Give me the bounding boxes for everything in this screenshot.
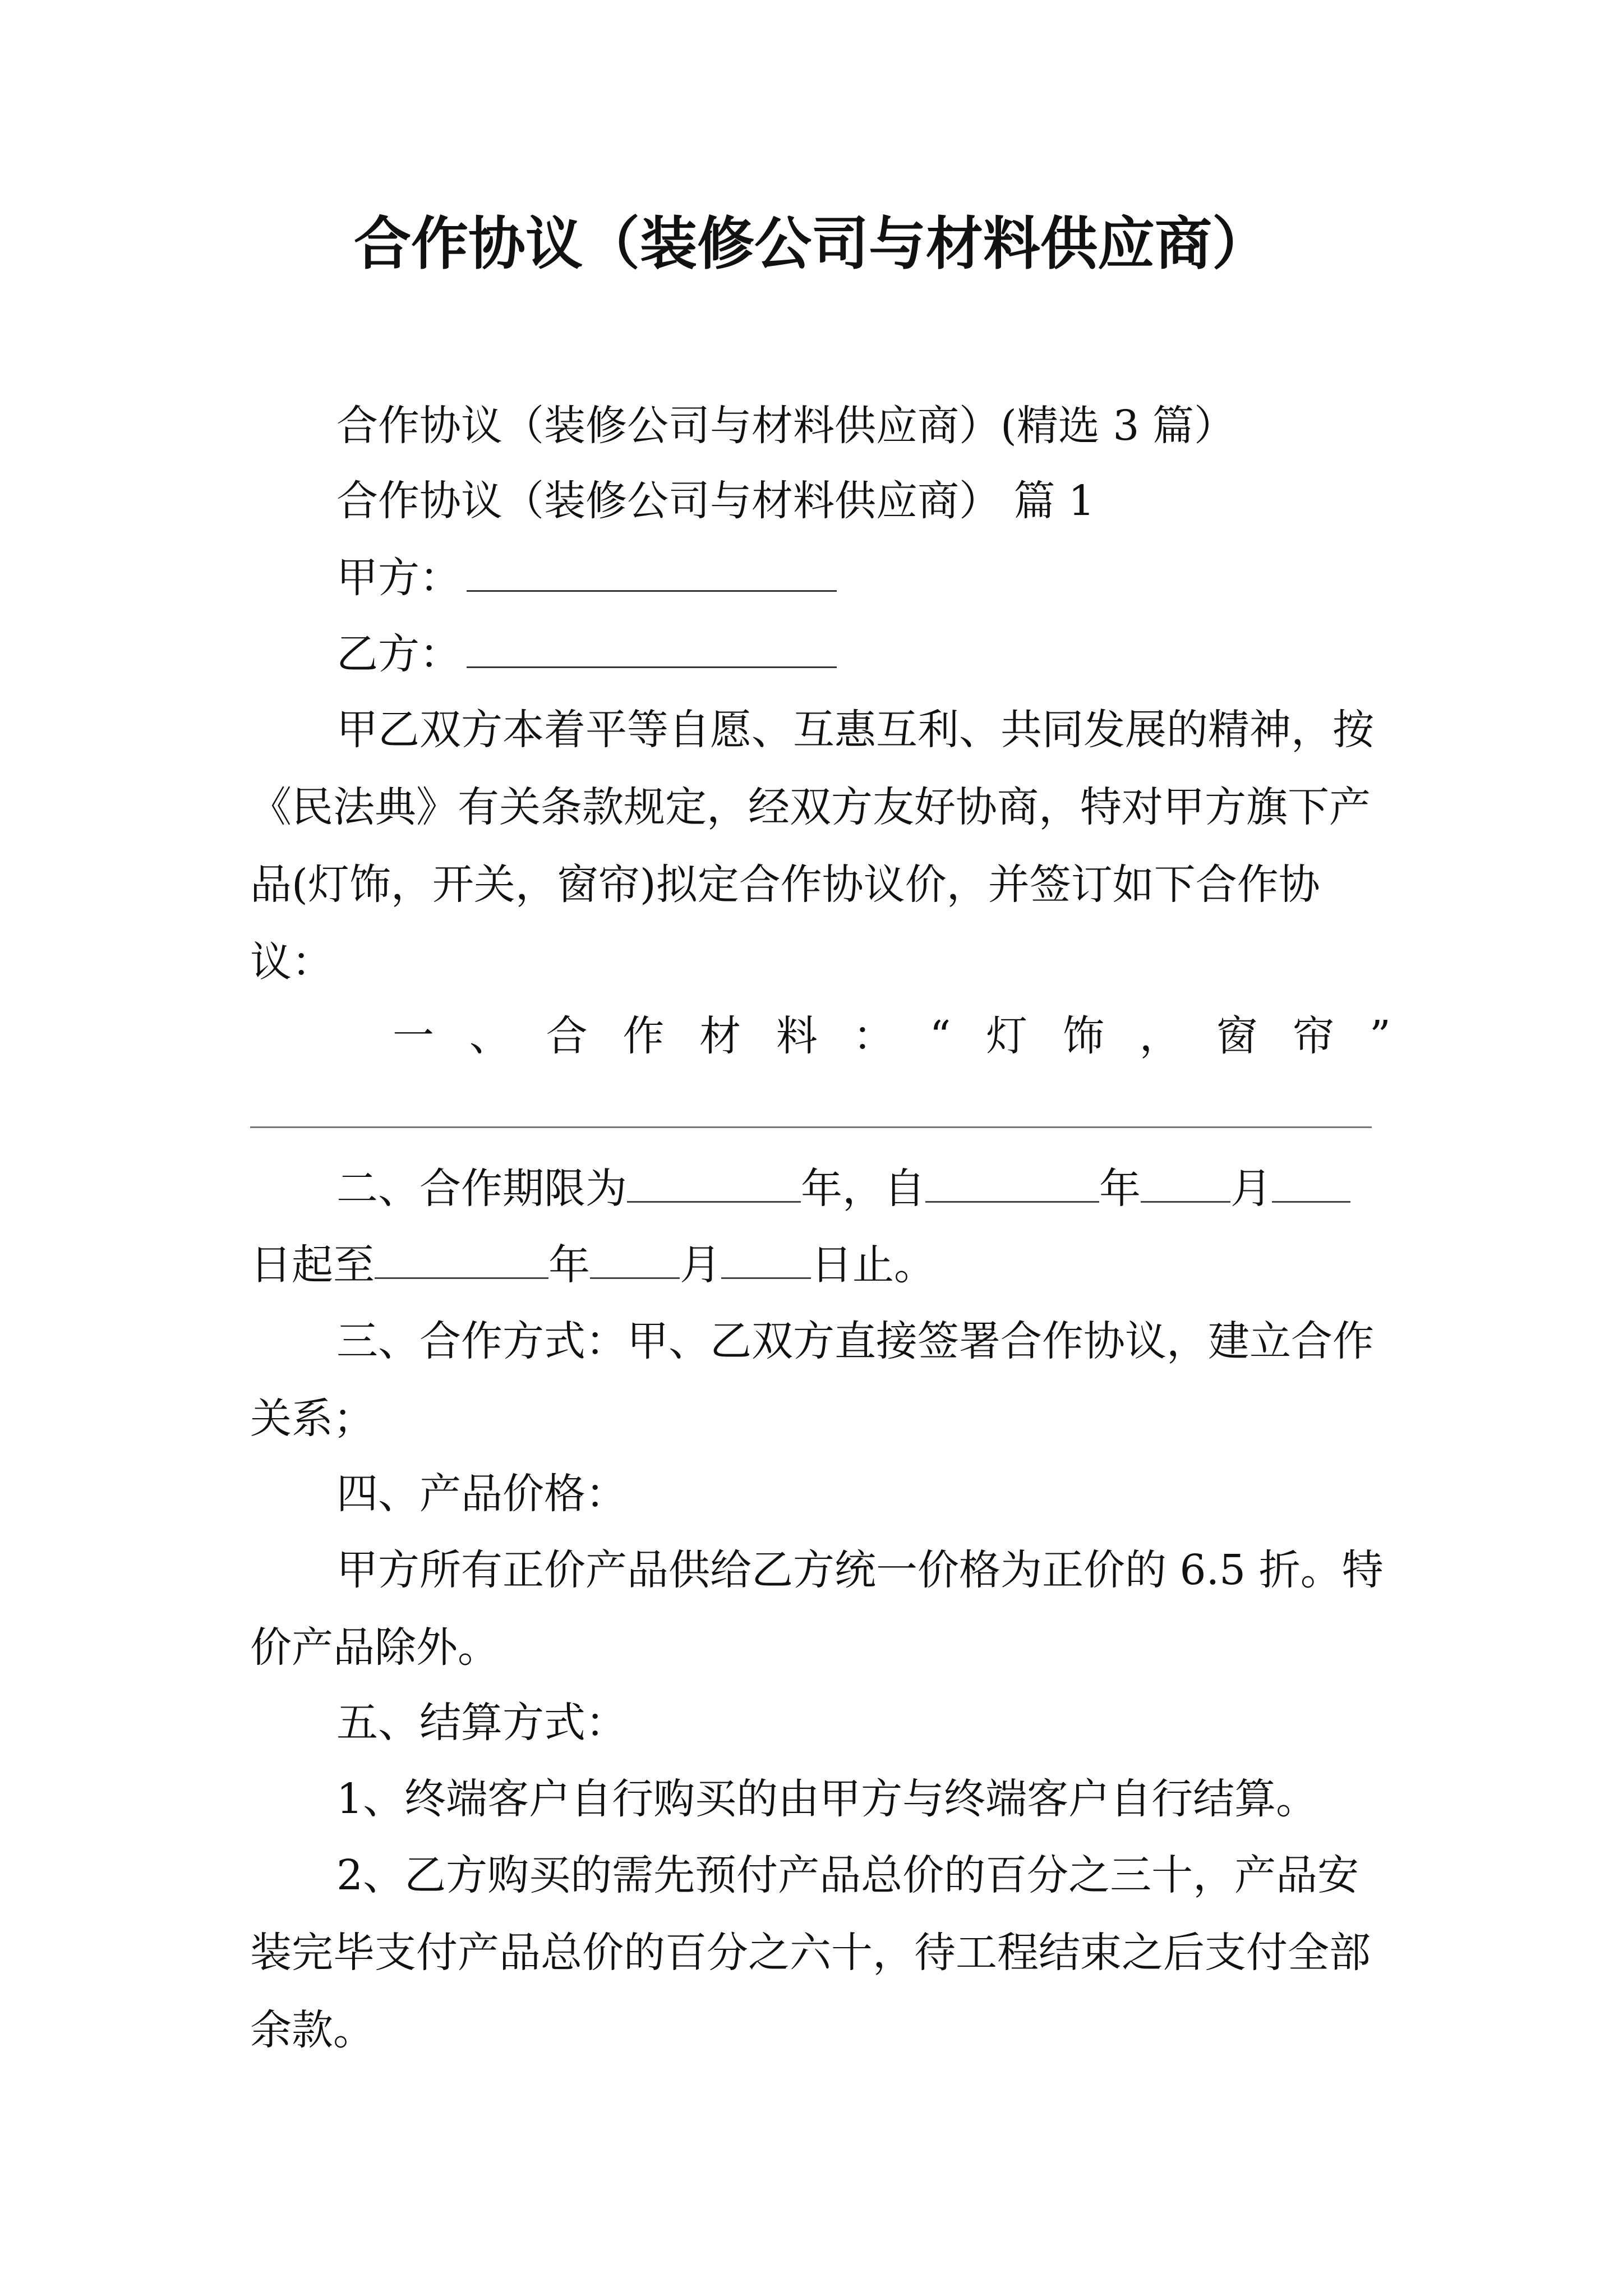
document-title: 合作协议（装修公司与材料供应商）	[354, 210, 1269, 278]
year-blank	[627, 1151, 801, 1203]
clause1-char: 料	[776, 1012, 818, 1060]
clause1-underline	[250, 1126, 1372, 1128]
clause2-line1	[336, 1150, 1350, 1227]
start-year-blank	[925, 1151, 1099, 1203]
clause4-body: 甲方所有正价产品供给乙方统一价格为正价的 6.5 折。特价产品除外。	[250, 1546, 1384, 1672]
clause2-day-from: 日起至	[250, 1241, 375, 1289]
intro-paragraph: 甲乙双方本着平等自愿、互惠互利、共同发展的精神，按《民法典》有关条款规定，经双方友好协商，特对甲方旗下产品(灯饰，开关，窗帘)拟定合作协议价，并签订如下合作协议：	[250, 706, 1374, 986]
clause2-line2	[250, 1226, 935, 1304]
start-day-blank	[1272, 1151, 1350, 1203]
clause1-char: 帘	[1293, 1012, 1335, 1060]
clause1-char: 一	[393, 1012, 434, 1060]
party-a-label: 甲方：	[336, 554, 461, 602]
party-b-label: 乙方：	[336, 630, 461, 678]
clause3-paragraph: 三、合作方式：甲、乙双方直接签署合作协议，建立合作关系；	[250, 1317, 1374, 1443]
clause1-char: 材	[699, 1012, 741, 1060]
party-a-line	[336, 539, 837, 616]
clause5-title: 五、结算方式：	[336, 1699, 627, 1747]
document-subtitle: 合作协议（装修公司与材料供应商）(精选 3 篇）	[336, 402, 1235, 450]
clause1-spread-line	[393, 997, 1391, 1075]
clause5-item2: 2、乙方购买的需先预付产品总价的百分之三十，产品安装完毕支付产品总价的百分之六十，待工程结束之后支付全部余款。	[250, 1851, 1371, 2054]
clause1-char: 、	[469, 1012, 511, 1060]
clause2-day-to: 日止。	[811, 1241, 935, 1289]
clause2-year3-label: 年	[548, 1241, 590, 1289]
end-year-blank	[375, 1227, 548, 1279]
section-title: 合作协议（装修公司与材料供应商） 篇 1	[336, 477, 1095, 525]
clause1-char: 灯	[986, 1012, 1028, 1060]
clause1-char: 合	[546, 1012, 588, 1060]
clause4-title: 四、产品价格：	[336, 1470, 627, 1518]
clause1-char: ”	[1370, 1012, 1391, 1060]
clause2-year-label: 年，自	[801, 1165, 925, 1213]
clause2-year2-label: 年	[1099, 1165, 1141, 1213]
clause2-month2-label: 月	[680, 1241, 721, 1289]
clause1-char: 饰	[1062, 1012, 1104, 1060]
party-b-line	[336, 615, 837, 693]
clause5-item1: 1、终端客户自行购买的由甲方与终端客户自行结算。	[336, 1775, 1318, 1823]
clause1-char: ，	[1139, 1012, 1181, 1060]
party-b-blank	[467, 615, 837, 668]
clause1-char: 窗	[1216, 1012, 1258, 1060]
party-a-blank	[467, 539, 837, 592]
clause1-char: 作	[623, 1012, 665, 1060]
clause2-prefix: 二、合作期限为	[336, 1165, 627, 1213]
clause1-char: “	[929, 1012, 951, 1060]
clause1-char: ：	[852, 1012, 895, 1060]
end-month-blank	[590, 1227, 680, 1279]
clause2-month-label: 月	[1230, 1165, 1272, 1213]
start-month-blank	[1141, 1151, 1230, 1203]
end-day-blank	[721, 1227, 811, 1279]
